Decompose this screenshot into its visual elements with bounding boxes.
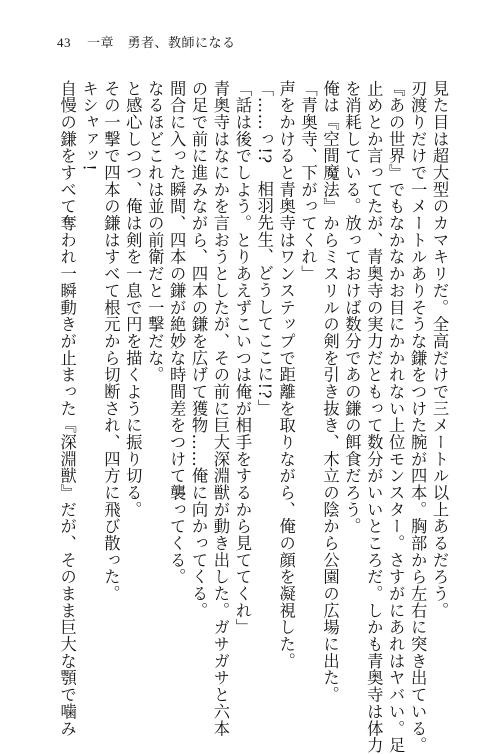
page-number: 43: [57, 35, 71, 50]
text-line: 声をかけると青奥寺はワンステップで距離を取りながら、俺の顔を凝視した。: [276, 80, 296, 670]
text-line: 自慢の鎌をすべて奪われ一瞬動きが止まった『深淵獣』だが、そのまま巨大な顎で噛み: [57, 80, 77, 737]
chapter-title: 一章 勇者、教師になる: [87, 36, 236, 51]
text-line: 間合に入った瞬間、四本の鎌が絶妙な時間差をつけて襲ってくる。: [167, 80, 187, 586]
text-line: キシャァッ!: [79, 80, 99, 172]
text-line: なるほどこれは並の前衛だと一撃だな。: [145, 80, 165, 384]
text-line: 「青奥寺、下がってくれ」: [298, 80, 318, 283]
text-line: その一撃で四本の鎌はすべて根元から切断され、四方に飛び散った。: [101, 80, 121, 603]
text-line: 刃渡りだけで一メートルありそうな鎌をつけた腕が四本。胸部から左右に突き出ている。: [408, 80, 428, 754]
text-line: 「話は後でしよう。とりあえずこいつは俺が相手をするから見ててくれ」: [232, 80, 252, 636]
text-line: 「……っ!? 相羽先生、どうしてここに!?」: [254, 80, 274, 416]
text-line: を消耗している。放っておけば数分であの鎌の餌食だろう。: [342, 80, 362, 535]
text-line: の足で前に進みながら、四本の鎌を広げて獲物……俺に向かってくる。: [189, 80, 209, 619]
running-head: [57, 32, 236, 51]
text-line: 『あの世界』でもなかなかお目にかかれない上位モンスター。さすがにあれはヤバい。足: [386, 80, 406, 754]
text-line: 止めとか言ってたが、青奥寺の実力だともって数分がいいところだ。しかも青奥寺は体力: [364, 80, 384, 754]
body-text: [56, 80, 450, 754]
text-line: 青奥寺はなにかを言おうとしたが、その前に巨大深淵獣が動き出した。ガサガサと六本: [210, 80, 230, 737]
text-line: と感心しつつ、俺は剣を一息で円を描くように振り切る。: [123, 80, 143, 518]
text-line: 俺は『空間魔法』からミスリルの剣を引き抜き、木立の陰から公園の広場に出た。: [320, 80, 340, 704]
text-line: 見た目は超大型のカマキリだ。全高だけで三メートル以上あるだろう。: [430, 80, 449, 619]
